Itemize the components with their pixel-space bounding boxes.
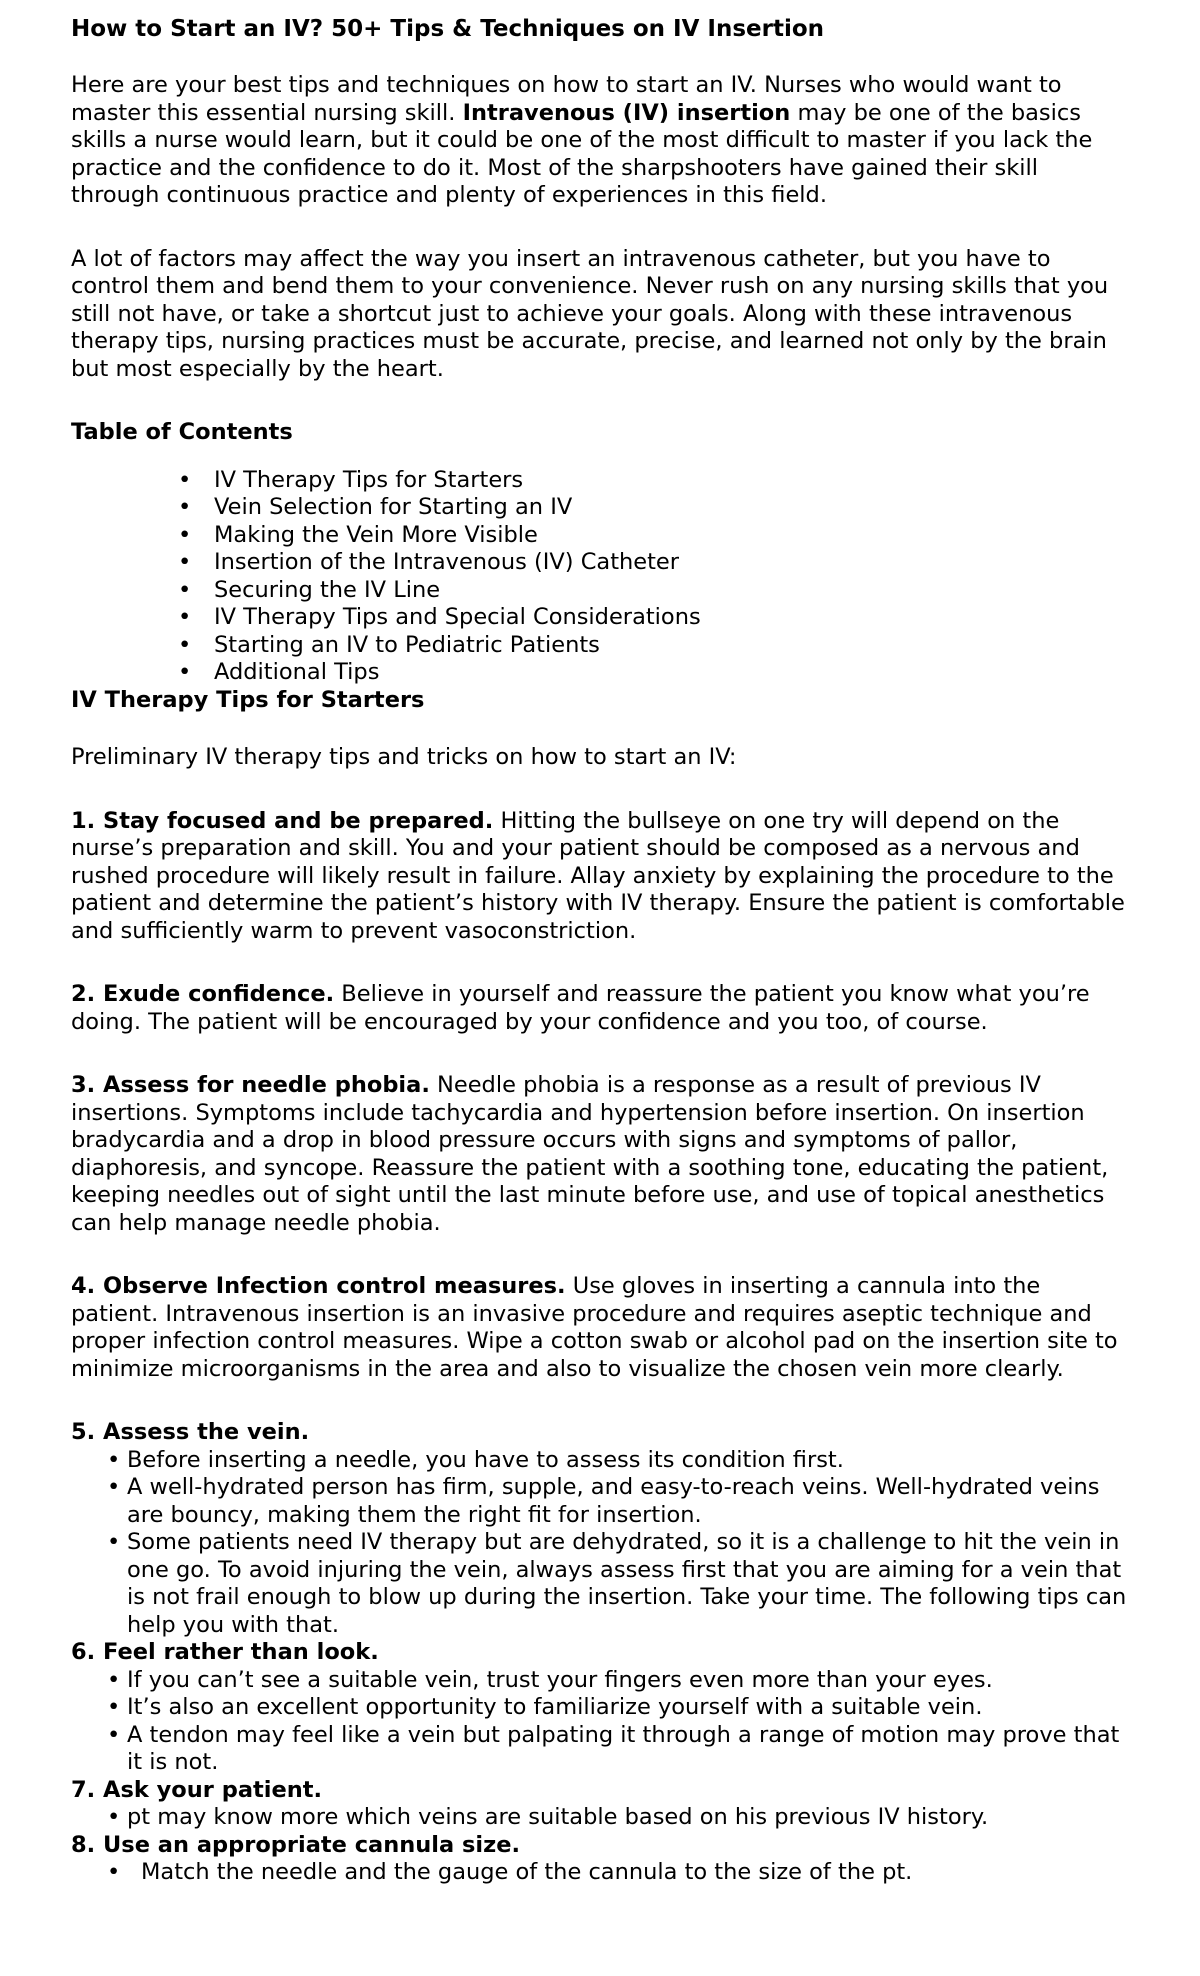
tip-list-block [71, 1639, 1129, 1777]
toc-item[interactable]: • Securing the IV Line [178, 577, 1129, 605]
tip-list-block [71, 1419, 1129, 1639]
tip-text: Believe in yourself and reassure the patient you know what you’re doing. The patient will be encouraged by your confidence and you too, of course. [71, 981, 1090, 1035]
tip-title: 4. Observe Infection control measures. [71, 1273, 566, 1299]
tip-title: 7. Ask your patient. [71, 1776, 323, 1803]
list-item: • Some patients need IV therapy but are dehydrated, so it is a challenge to hit the vein in one go. To avoid injuring the vein, always assess first that you are aiming for a vein that is not frail enough to blow up during the insertion. Take your time. The following tips can help you with that. [107, 1529, 1129, 1639]
section-lead: Preliminary IV therapy tips and tricks on how to start an IV: [71, 744, 737, 770]
list-item: • Match the needle and the gauge of the cannula to the size of the pt. [107, 1859, 1129, 1887]
toc-item[interactable]: • IV Therapy Tips and Special Considerations [178, 604, 1129, 632]
intro-paragraph-1 [71, 72, 1129, 210]
tip-paragraph [71, 981, 1129, 1036]
tip-bullets [71, 1804, 1129, 1832]
intro-text-a: Here are your best tips and techniques on how to start an IV. Nurses who would want to master this essential nursing skill. [71, 72, 1062, 126]
table-of-contents [71, 467, 1129, 687]
tip-text: Use gloves in inserting a cannula into the patient. Intravenous insertion is an invasive procedure and requires aseptic technique and proper infection control measures. Wipe a cotton swab or alcohol pad on the insertion site to minimize microorganisms in the area and also to visualize the chosen vein more clearly. [71, 1273, 1118, 1382]
tip-text: Hitting the bullseye on one try will depend on the nurse’s preparation and skill. You and your patient should be composed as a nervous and rushed procedure will likely result in failure. Allay anxiety by explaining the procedure to the patient and determine the patient’s history with IV therapy. Ensure the patient is comfortable and sufficiently warm to prevent vasoconstriction. [71, 807, 1125, 944]
toc-item[interactable]: • Additional Tips [178, 659, 1129, 687]
toc-item[interactable]: • Insertion of the Intravenous (IV) Catheter [178, 549, 1129, 577]
intro-paragraph-2: A lot of factors may affect the way you insert an intravenous catheter, but you have to control them and bend them to your convenience. Never rush on any nursing skills that you still not have, or take a shortcut just to achieve your goals. Along with these intravenous therapy tips, nursing practices must be accurate, precise, and learned not only by the brain but most especially by the heart. [71, 245, 1109, 382]
list-item: • A tendon may feel like a vein but palpating it through a range of motion may prove that it is not. [107, 1722, 1129, 1777]
intro-text-b: may be one of the basics skills a nurse would learn, but it could be one of the most difficult to master if you lack the practice and the confidence to do it. Most of the sharpshooters have gained their skill through continuous practice and plenty of experiences in this field. [71, 99, 1093, 208]
list-item: • It’s also an excellent opportunity to familiarize yourself with a suitable vein. [107, 1694, 1129, 1722]
tip-text: Needle phobia is a response as a result of previous IV insertions. Symptoms include tachycardia and hypertension before insertion. On insertion bradycardia and a drop in blood pressure occurs with signs and symptoms of pallor, diaphoresis, and syncope. Reassure the patient with a soothing tone, educating the patient, keeping needles out of sight until the last minute before use, and use of topical anesthetics can help manage needle phobia. [71, 1072, 1109, 1236]
toc-item[interactable]: • Vein Selection for Starting an IV [178, 494, 1129, 522]
tip-title: 8. Use an appropriate cannula size. [71, 1831, 521, 1858]
tip-title: 3. Assess for needle phobia. [71, 1072, 430, 1098]
tip-title: 1. Stay focused and be prepared. [71, 807, 494, 834]
toc-item[interactable]: • IV Therapy Tips for Starters [178, 467, 1129, 495]
list-item: • Before inserting a needle, you have to assess its condition first. [107, 1447, 1129, 1475]
tip-paragraph [71, 1072, 1129, 1237]
toc-item[interactable]: • Starting an IV to Pediatric Patients [178, 632, 1129, 660]
tip-title: 2. Exude confidence. [71, 981, 335, 1007]
page-title: How to Start an IV? 50+ Tips & Techniques on IV Insertion [71, 16, 825, 42]
tip-title: 5. Assess the vein. [71, 1419, 310, 1445]
tip-bullets [71, 1859, 1129, 1887]
tip-paragraph [71, 808, 1129, 946]
tip-bullets [71, 1447, 1129, 1640]
list-item: • pt may know more which veins are suitable based on his previous IV history. [107, 1804, 1129, 1832]
list-item: • If you can’t see a suitable vein, trust your fingers even more than your eyes. [107, 1667, 1129, 1695]
tip-paragraph [71, 1273, 1129, 1383]
tip-list-block [71, 1777, 1129, 1832]
tip-bullets [71, 1667, 1129, 1777]
toc-title: Table of Contents [71, 419, 293, 445]
tip-list-block [71, 1832, 1129, 1887]
list-item: • A well-hydrated person has firm, supple, and easy-to-reach veins. Well-hydrated veins are bouncy, making them the right fit for insertion. [107, 1474, 1129, 1529]
section-heading: IV Therapy Tips for Starters [71, 686, 425, 713]
intro-bold-term: Intravenous (IV) insertion [462, 99, 791, 126]
tip-title: 6. Feel rather than look. [71, 1639, 379, 1665]
toc-item[interactable]: • Making the Vein More Visible [178, 522, 1129, 550]
